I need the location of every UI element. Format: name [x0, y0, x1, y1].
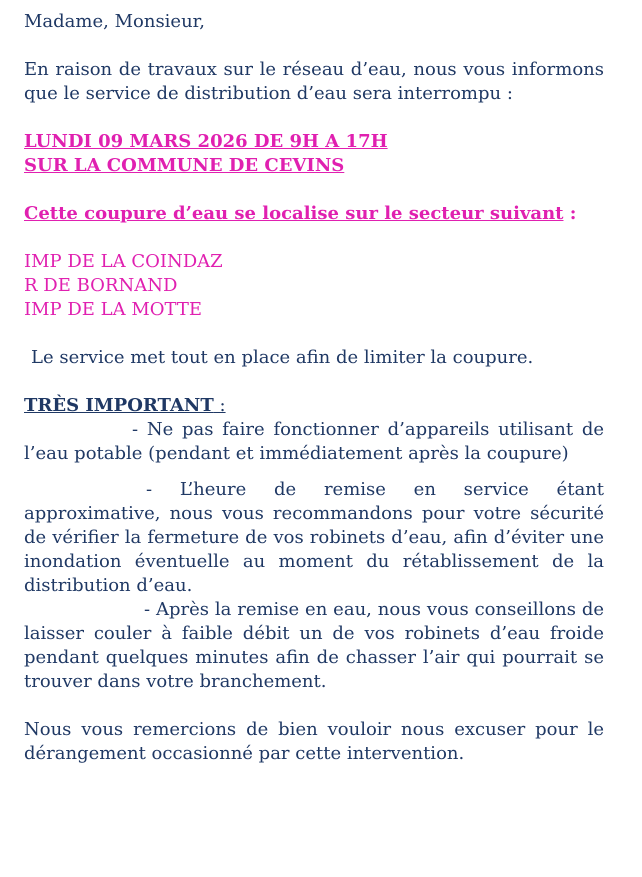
street-item: IMP DE LA COINDAZ: [24, 251, 223, 272]
letter: [24, 10, 604, 766]
sector-heading: [24, 202, 604, 226]
sector-heading-suffix: :: [563, 203, 577, 224]
spacer: [24, 466, 604, 478]
service-note: Le service met tout en place afin de limiter la coupure.: [31, 347, 534, 368]
important-bullet: - Ne pas faire fonctionner d’appareils utilisant de l’eau potable (pendant et immédiatement après la coupure): [24, 419, 604, 464]
spacer: [24, 106, 604, 130]
closing-paragraph: Nous vous remercions de bien vouloir nous excuser pour le dérangement occasionné par cette intervention.: [24, 719, 604, 764]
important-title: TRÈS IMPORTANT: [24, 395, 214, 416]
street-item: R DE BORNAND: [24, 275, 178, 296]
important-suffix: :: [213, 395, 226, 416]
important-bullet: - Après la remise en eau, nous vous conseillons de laisser couler à faible débit un de vos robinets d’eau froide pendant quelques minutes afin de chasser l’air qui pourrait se trouver dans votre branchement.: [24, 599, 604, 692]
spacer: [24, 322, 604, 346]
sector-heading-text: Cette coupure d’eau se localise sur le secteur suivant: [24, 203, 564, 224]
intro-paragraph: En raison de travaux sur le réseau d’eau, nous vous informons que le service de distribution d’eau sera interrompu :: [24, 59, 604, 104]
spacer: [24, 226, 604, 250]
spacer: [24, 370, 604, 394]
important-bullet: - L’heure de remise en service étant approximative, nous vous recommandons pour votre sécurité de vérifier la fermeture de vos robinets d’eau, afin d’éviter une inondation éventuelle au moment du rétablissement de la distribution d’eau.: [24, 479, 604, 596]
spacer: [24, 34, 604, 58]
spacer: [24, 178, 604, 202]
date-line: LUNDI 09 MARS 2026 DE 9H A 17H: [24, 131, 388, 152]
spacer: [24, 694, 604, 718]
commune-line: SUR LA COMMUNE DE CEVINS: [24, 155, 345, 176]
street-item: IMP DE LA MOTTE: [24, 299, 203, 320]
important-heading: [24, 394, 604, 418]
salutation: Madame, Monsieur,: [24, 11, 206, 32]
